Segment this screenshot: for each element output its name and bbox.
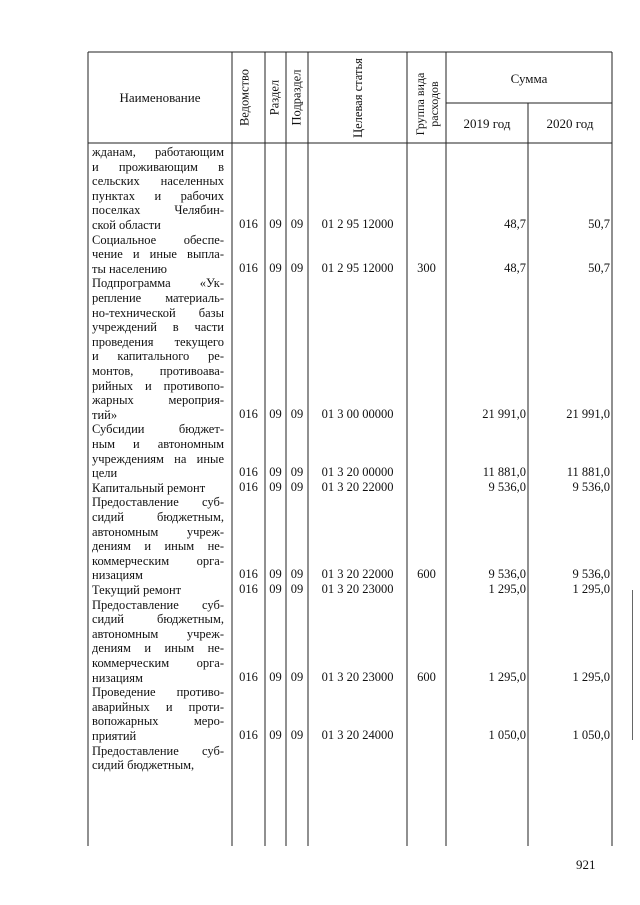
margin-mark xyxy=(632,590,633,740)
cell-dept: 016 xyxy=(239,582,258,596)
row-name-line: и проживающим в xyxy=(92,159,224,174)
row-name-line: сельских населенных xyxy=(92,174,224,189)
row-name-line: сидий бюджетным, xyxy=(92,758,195,773)
cell-group: 600 xyxy=(417,567,436,582)
cell-y2: 9 536,0 xyxy=(572,567,610,582)
cell-y1: 1 295,0 xyxy=(488,669,526,684)
cell-sec: 09 xyxy=(269,217,282,231)
cell-dept: 016 xyxy=(239,465,258,480)
cell-y2: 50,7 xyxy=(588,217,610,231)
cell-y2: 1 050,0 xyxy=(572,728,610,742)
row-name-line: поселках Челябин- xyxy=(92,203,224,218)
row-name-line: Подпрограмма «Ук- xyxy=(92,276,224,291)
cell-target: 01 3 20 22000 xyxy=(321,567,394,582)
row-name-line: автономным учреж- xyxy=(92,524,224,539)
row-name-line: Предоставление суб- xyxy=(92,743,224,758)
cell-y1: 11 881,0 xyxy=(482,465,526,480)
header-target-item xyxy=(350,53,366,143)
cell-dept: 016 xyxy=(239,479,258,494)
cell-target: 01 2 95 12000 xyxy=(321,260,394,275)
row-name-line: Субсидии бюджет- xyxy=(92,422,224,437)
row-name-line: аварийных и проти- xyxy=(92,699,224,714)
cell-sec: 09 xyxy=(269,582,282,596)
cell-sec: 09 xyxy=(269,406,282,421)
header-subsection: Подраздел xyxy=(289,69,304,126)
cell-target: 01 3 20 22000 xyxy=(321,479,394,494)
row-name-line: дениям и иным не- xyxy=(92,539,224,554)
cell-sec: 09 xyxy=(269,669,282,684)
row-name-line: коммерческим орга- xyxy=(92,553,224,568)
cell-sub: 09 xyxy=(290,567,304,582)
cell-sub: 09 xyxy=(290,260,304,275)
row-name-line: низациям xyxy=(92,670,143,685)
cell-y1: 9 536,0 xyxy=(488,567,526,582)
page-number: 921 xyxy=(576,857,596,872)
cell-sec: 09 xyxy=(269,479,282,494)
row-name-line: тий» xyxy=(92,407,118,422)
row-name-line: проведения текущего xyxy=(92,334,224,349)
row-name-line: жарных мероприя- xyxy=(92,393,224,408)
cell-y1: 1 050,0 xyxy=(488,728,526,742)
row-name-line: Предоставление суб- xyxy=(92,495,224,510)
header-target-item-text: Целевая статья xyxy=(351,58,365,138)
cell-sub: 09 xyxy=(290,465,304,480)
header-name: Наименование xyxy=(119,90,201,105)
cell-y1: 21 991,0 xyxy=(482,406,526,421)
cell-sub: 09 xyxy=(290,479,304,494)
row-name-line: коммерческим орга- xyxy=(92,656,224,670)
row-name-line: низациям xyxy=(92,568,143,583)
cell-target: 01 3 20 24000 xyxy=(321,728,394,742)
row-name-line: жданам, работающим xyxy=(92,145,224,159)
cell-dept: 016 xyxy=(239,217,258,231)
row-name-line: учреждений в части xyxy=(92,320,224,335)
cell-sub: 09 xyxy=(290,669,304,684)
cell-target: 01 3 20 00000 xyxy=(321,465,394,480)
cell-group: 300 xyxy=(417,260,436,275)
cell-dept: 016 xyxy=(239,260,258,275)
row-name-line: монтов, противоава- xyxy=(92,364,224,378)
cell-y1: 48,7 xyxy=(504,260,526,275)
cell-target: 01 2 95 12000 xyxy=(321,217,394,231)
cell-sec: 09 xyxy=(269,728,282,742)
cell-sec: 09 xyxy=(269,260,282,275)
cell-y1: 9 536,0 xyxy=(488,479,526,494)
row-name-line: сидий бюджетным, xyxy=(92,510,224,524)
cell-sec: 09 xyxy=(269,465,282,480)
header-expense-group-text: Группа вида расходов xyxy=(413,72,441,136)
row-name-line: ской области xyxy=(92,218,161,232)
cell-sub: 09 xyxy=(290,406,304,421)
row-name-line: но-технической базы xyxy=(92,305,224,320)
cell-dept: 016 xyxy=(239,406,258,421)
cell-target: 01 3 20 23000 xyxy=(321,669,394,684)
row-name-line: Проведение противо- xyxy=(92,685,224,700)
cell-dept: 016 xyxy=(239,728,258,742)
header-dept: Ведомство xyxy=(237,68,252,127)
row-name-line: приятий xyxy=(92,729,137,743)
cell-y2: 1 295,0 xyxy=(572,582,610,596)
cell-y2: 21 991,0 xyxy=(566,406,610,421)
row-name-line: учреждениям на иные xyxy=(92,451,224,466)
row-name-line: дениям и иным не- xyxy=(92,641,224,656)
cell-y2: 11 881,0 xyxy=(566,465,610,480)
header-sum: Сумма xyxy=(510,71,548,86)
cell-sub: 09 xyxy=(290,728,304,742)
cell-sec: 09 xyxy=(269,567,282,582)
cell-y1: 48,7 xyxy=(504,217,526,231)
cell-dept: 016 xyxy=(239,669,258,684)
cell-target: 01 3 20 23000 xyxy=(321,582,394,596)
cell-y2: 9 536,0 xyxy=(572,479,610,494)
row-name-line: Социальное обеспе- xyxy=(92,232,224,247)
cell-target: 01 3 00 00000 xyxy=(321,406,394,421)
row-name-line: рийных и противопо- xyxy=(92,378,224,393)
row-name-line: Капитальный ремонт xyxy=(92,480,206,495)
cell-dept: 016 xyxy=(239,567,258,582)
row-name-line: чение и иные выпла- xyxy=(92,247,224,262)
header-year-2019: 2019 год xyxy=(463,116,511,131)
row-name-line: Предоставление суб- xyxy=(92,597,224,612)
cell-y1: 1 295,0 xyxy=(488,582,526,596)
header-year-2020: 2020 год xyxy=(546,116,594,131)
cell-y2: 1 295,0 xyxy=(572,669,610,684)
row-name-line: пунктах и рабочих xyxy=(92,188,224,203)
row-name-line: ным и автономным xyxy=(92,437,224,451)
row-name-line: вопожарных меро- xyxy=(92,714,224,729)
row-name-line: цели xyxy=(92,466,118,481)
row-name-line: ты населению xyxy=(92,261,167,276)
header-section: Раздел xyxy=(267,79,282,116)
cell-y2: 50,7 xyxy=(588,260,610,275)
row-name-line: и капитального ре- xyxy=(92,349,224,364)
row-name-line: автономным учреж- xyxy=(92,626,224,641)
row-name-line: Текущий ремонт xyxy=(92,583,182,597)
cell-sub: 09 xyxy=(290,582,304,596)
cell-sub: 09 xyxy=(290,217,304,231)
cell-group: 600 xyxy=(417,669,436,684)
row-name-line: репление материаль- xyxy=(92,291,224,305)
header-expense-group xyxy=(413,59,441,149)
row-name-line: сидий бюджетным, xyxy=(92,612,224,627)
